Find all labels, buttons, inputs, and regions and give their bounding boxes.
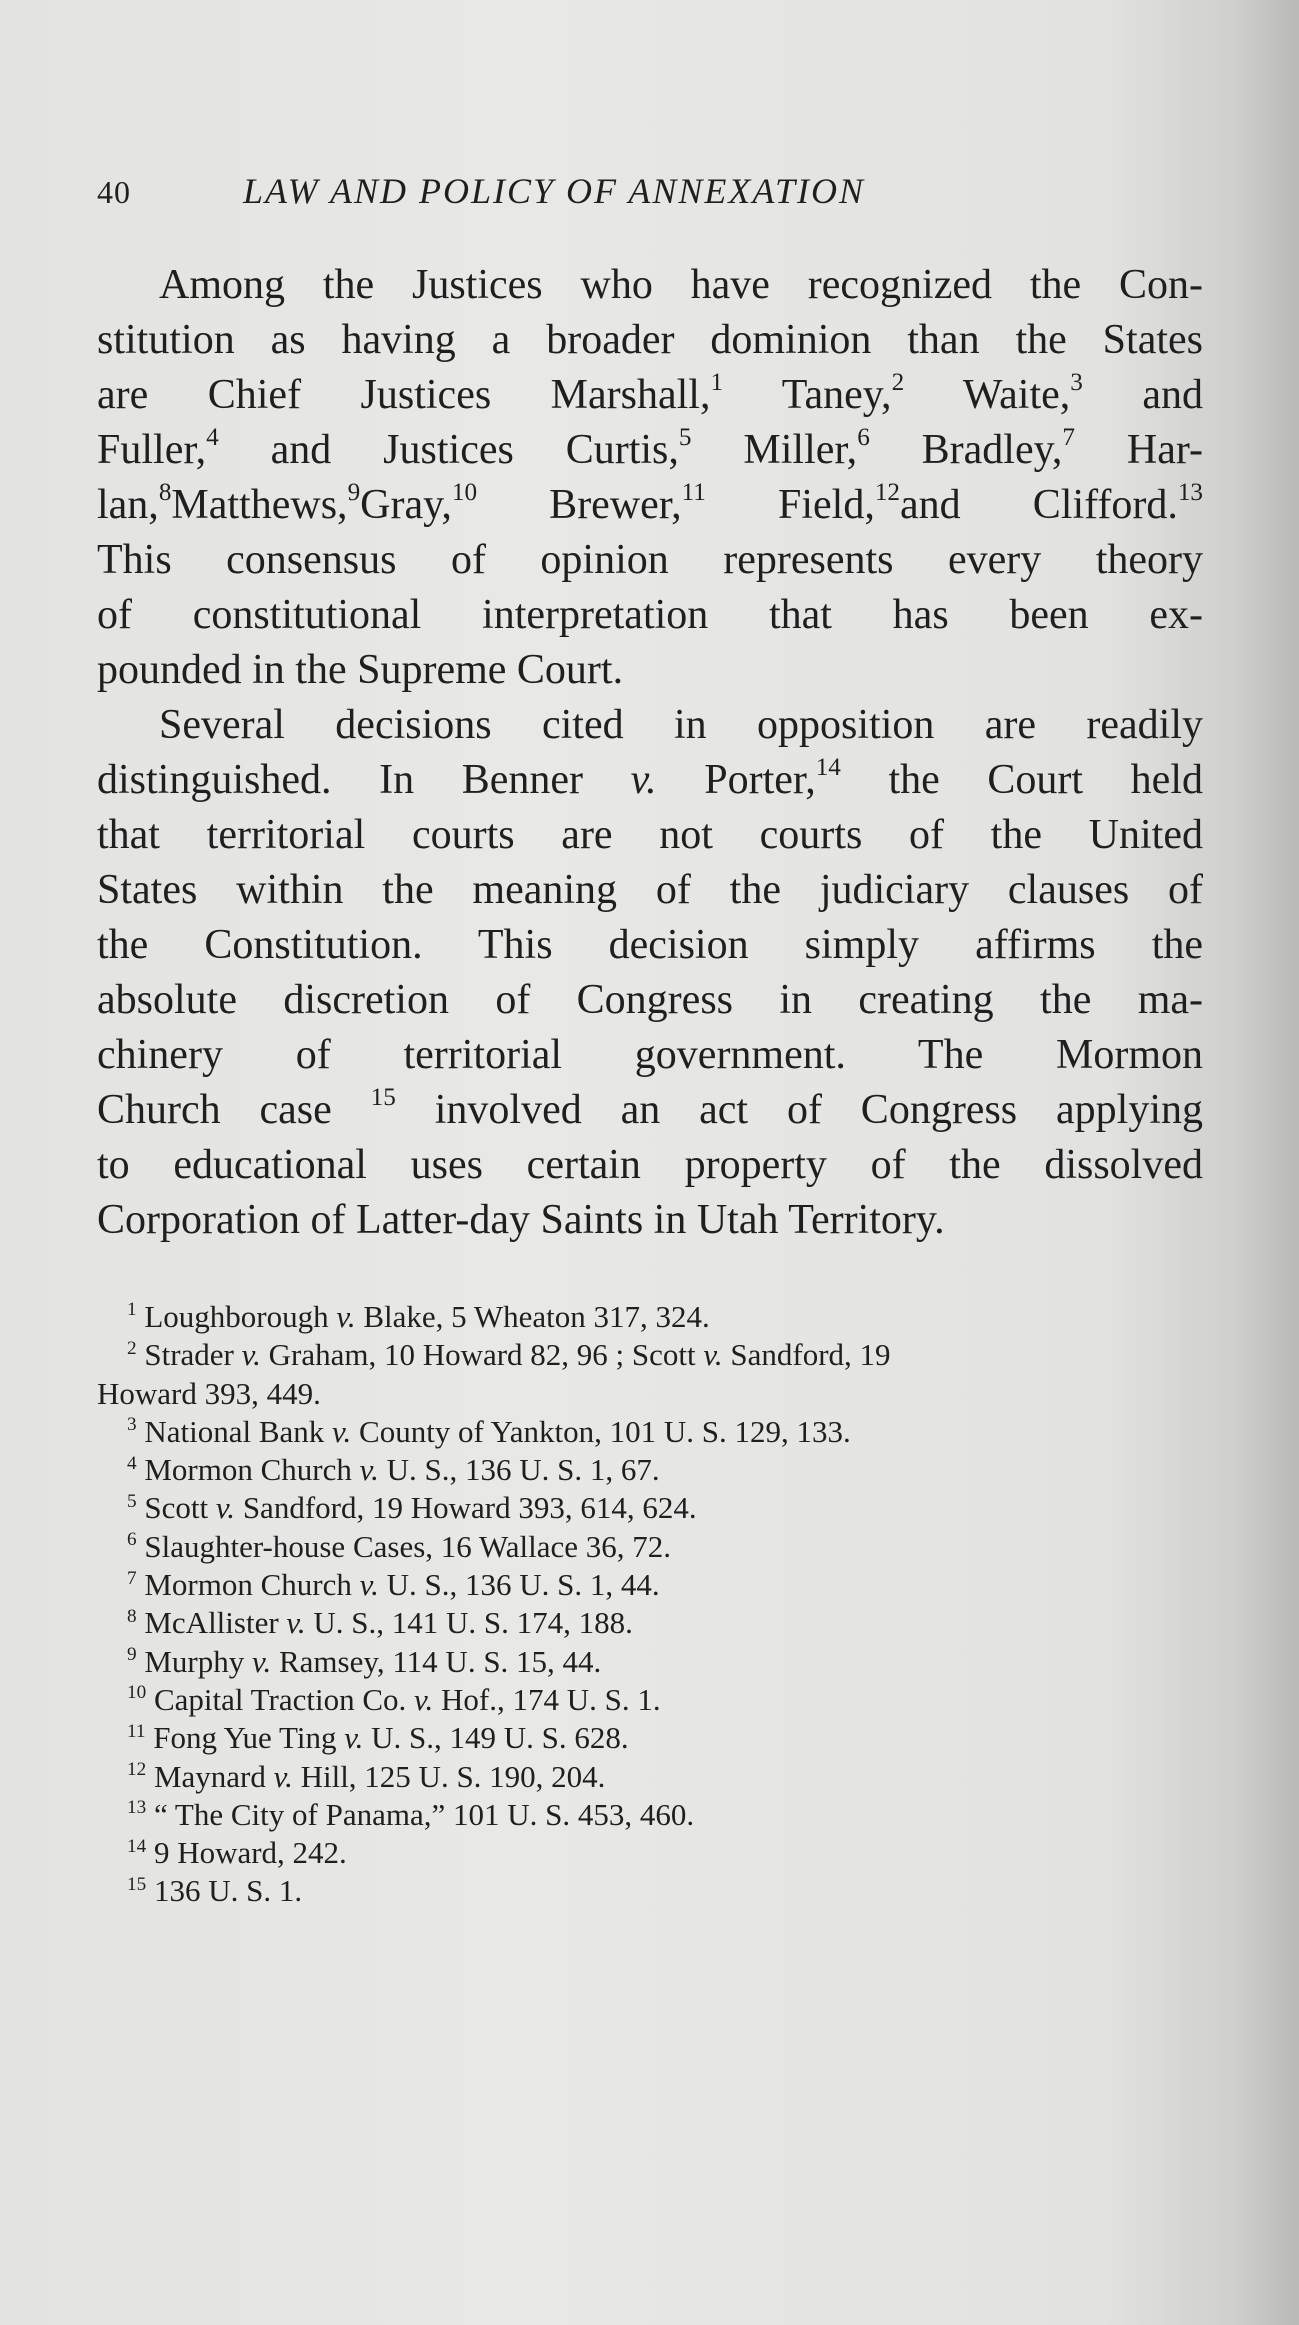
- footnote-ref[interactable]: 5: [678, 424, 692, 452]
- footnote: $^9$ Murphy v. Ramsey, 114 U. S. 15, 44.: [127, 1643, 602, 1679]
- text-line: Several decisions cited in opposition are readily: [159, 702, 1203, 748]
- footnote-ref[interactable]: 15: [370, 1084, 396, 1112]
- footnote-ref[interactable]: 12: [874, 479, 901, 507]
- footnote-ref[interactable]: 13: [1177, 479, 1203, 507]
- footnote: $^{11}$ Fong Yue Ting v. U. S., 149 U. S. 628.: [127, 1720, 629, 1756]
- text-line: Corporation of Latter-day Saints in Utah Territory.: [97, 1197, 945, 1243]
- footnote-ref[interactable]: 4: [206, 424, 219, 452]
- footnote: $^8$ McAllister v. U. S., 141 U. S. 174, 188.: [127, 1605, 633, 1641]
- text-line: pounded in the Supreme Court.: [97, 647, 624, 693]
- footnote: $^2$ Strader v. Graham, 10 Howard 82, 96 ; Scott v. Sandford, 19: [127, 1337, 891, 1373]
- text-line: to educational uses certain property of the dissolved: [97, 1142, 1203, 1188]
- text-line: Fuller,$^4$ and Justices Curtis,$^5$ Miller,$^6$ Bradley,$^7$ Har-: [97, 424, 1203, 473]
- footnotes: [97, 1298, 1203, 1911]
- footnote: $^{13}$ “ The City of Panama,” 101 U. S. 453, 460.: [127, 1796, 695, 1832]
- footnote-ref[interactable]: 3: [1070, 369, 1083, 397]
- body-text: [97, 258, 1203, 1248]
- footnote-ref[interactable]: 7: [1062, 424, 1075, 452]
- footnote: $^{15}$ 136 U. S. 1.: [127, 1873, 303, 1909]
- footnote: $^{14}$ 9 Howard, 242.: [127, 1835, 347, 1871]
- running-head: [97, 170, 1217, 220]
- footnote: $^6$ Slaughter-house Cases, 16 Wallace 36, 72.: [127, 1528, 671, 1564]
- footnote: $^3$ National Bank v. County of Yankton, 101 U. S. 129, 133.: [127, 1413, 851, 1449]
- text-line: Church case $^{15}$ involved an act of Congress applying: [97, 1084, 1203, 1133]
- text-line: that territorial courts are not courts of the United: [97, 812, 1203, 858]
- footnote-ref[interactable]: 11: [681, 479, 706, 507]
- footnote-ref[interactable]: 9: [347, 479, 361, 507]
- footnote: $^7$ Mormon Church v. U. S., 136 U. S. 1, 44.: [127, 1567, 660, 1603]
- text-line: stitution as having a broader dominion than the States: [97, 317, 1203, 363]
- text-line: chinery of territorial government. The Mormon: [97, 1032, 1203, 1078]
- text-line: absolute discretion of Congress in creating the ma-: [97, 977, 1203, 1023]
- footnote-continuation: Howard 393, 449.: [97, 1375, 321, 1411]
- footnote: $^4$ Mormon Church v. U. S., 136 U. S. 1, 67.: [127, 1452, 660, 1488]
- footnote-ref[interactable]: 6: [857, 424, 870, 452]
- footnote-ref[interactable]: 10: [451, 479, 478, 507]
- footnote-ref[interactable]: 1: [710, 369, 724, 397]
- footnote: $^{12}$ Maynard v. Hill, 125 U. S. 190, 204.: [127, 1758, 606, 1794]
- footnote-ref[interactable]: 8: [158, 479, 172, 507]
- footnote-ref[interactable]: 2: [891, 369, 905, 397]
- page-number: 40: [97, 174, 131, 210]
- footnote-ref[interactable]: 14: [815, 754, 841, 782]
- text-line: the Constitution. This decision simply affirms the: [97, 922, 1203, 968]
- text-line: of constitutional interpretation that has been ex-: [97, 592, 1203, 638]
- text-line: This consensus of opinion represents every theory: [97, 537, 1203, 583]
- running-title: LAW AND POLICY OF ANNEXATION: [243, 171, 866, 211]
- text-line: lan,$^8$Matthews,$^9$Gray,$^{10}$ Brewer,$^{11}$ Field,$^{12}$and Clifford.$^{13}$: [97, 479, 1203, 528]
- footnote: $^{10}$ Capital Traction Co. v. Hof., 174 U. S. 1.: [127, 1681, 661, 1717]
- text-line: States within the meaning of the judiciary clauses of: [97, 867, 1203, 913]
- text-line: Among the Justices who have recognized the Con-: [159, 262, 1203, 308]
- footnote: $^1$ Loughborough v. Blake, 5 Wheaton 317, 324.: [127, 1299, 710, 1334]
- text-line: are Chief Justices Marshall,$^1$ Taney,$^2$ Waite,$^3$ and: [97, 369, 1203, 418]
- footnote: $^5$ Scott v. Sandford, 19 Howard 393, 614, 624.: [127, 1490, 697, 1526]
- text-line: distinguished. In Benner v. Porter,$^{14}$ the Court held: [97, 754, 1203, 803]
